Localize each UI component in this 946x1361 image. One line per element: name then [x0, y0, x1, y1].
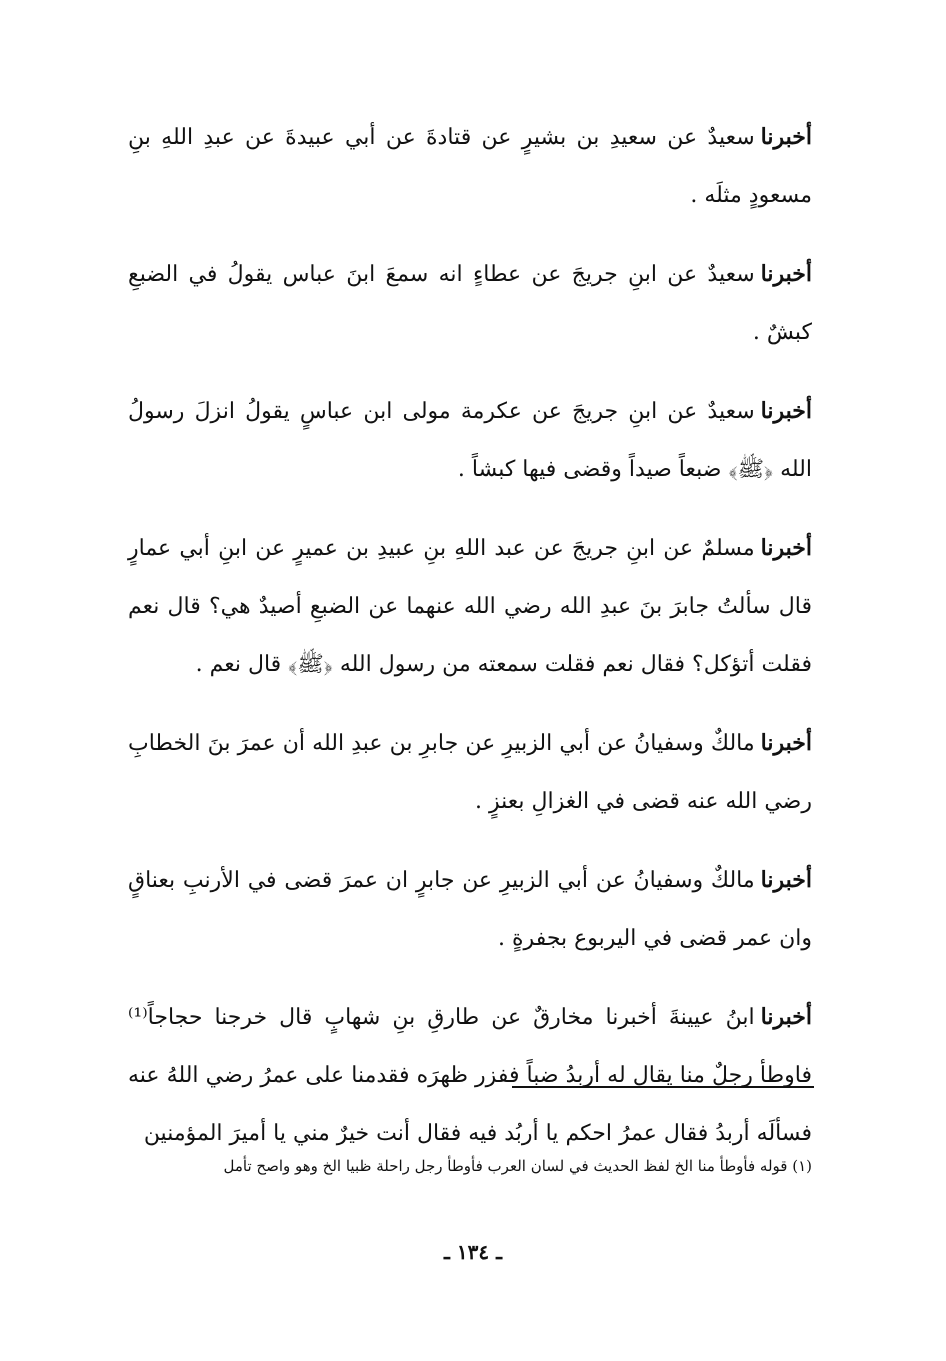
- paragraph-lead: أخبرنا: [760, 867, 812, 893]
- paragraph-text: سعيدٌ عن سعيدِ بن بشيرٍ عن قتادةَ عن أبي عبيدةَ عن عبدِ اللهِ بنِ مسعودٍ مثلَه .: [128, 125, 812, 208]
- paragraph-lead: أخبرنا: [760, 398, 812, 424]
- paragraph-text: مالكٌ وسفيانُ عن أبي الزبيرِ عن جابرٍ ان عمرَ قضى في الأرنبِ بعناقٍ وان عمر قضى في اليربوع بجفرةٍ .: [128, 868, 812, 951]
- paragraph-6: [128, 851, 812, 968]
- paragraph-1: [128, 108, 812, 225]
- paragraph-text: مسلمٌ عن ابنِ جريجَ عن عبد اللهِ بنِ عبيدِ بن عميرٍ عن ابنِ أبي عمارٍ قال سألتُ جابرَ بنَ عبدِ الله رضي الله عنهما عن الضبعِ أصيدٌ هي؟ قال نعم فقلت أتؤكل؟ فقال نعم فقلت سمعته من رسول الله ﴿ﷺ﴾ قال نعم .: [128, 536, 812, 677]
- paragraph-lead: أخبرنا: [760, 261, 812, 287]
- paragraph-text: سعيدٌ عن ابنِ جريجَ عن عطاءٍ انه سمعَ ابنَ عباس يقولُ في الضبعِ كبشٌ .: [128, 262, 812, 345]
- paragraph-2: [128, 245, 812, 362]
- main-text: [128, 108, 812, 1183]
- paragraph-lead: أخبرنا: [760, 1004, 812, 1030]
- paragraph-text: ابنُ عيينةَ أخبرنا مخارقٌ عن طارقِ بنِ شهابٍ قال خرجنا حجاجاً⁽¹⁾ فاوطأ رجلٌ منا يقال له أربدُ ضباً ففزر ظهرَه فقدمنا على عمرُ رضي اللهُ عنه فسألَه أربدُ فقال عمرُ احكم يا أربُد فيه فقال أنت خيرٌ مني يا أميرَ المؤمنين: [128, 1005, 812, 1146]
- paragraph-text: سعيدٌ عن ابنِ جريجَ عن عكرمة مولى ابن عباسٍ يقولُ انزلَ رسولُ الله ﴿ﷺ﴾ ضبعاً صيداً وقضى فيها كبشاً .: [128, 399, 812, 482]
- footnote: (١) قوله فأوطأ منا الخ لفظ الحديث في لسان العرب فأوطأ رجل راحلة ظبيا الخ وهو واصح تأمل: [223, 1157, 812, 1175]
- paragraph-5: [128, 714, 812, 831]
- page-number: ـ ١٣٤ ـ: [444, 1240, 502, 1264]
- footnote-divider: [512, 1086, 814, 1088]
- paragraph-4: [128, 519, 812, 694]
- paragraph-lead: أخبرنا: [760, 730, 812, 756]
- paragraph-lead: أخبرنا: [760, 535, 812, 561]
- paragraph-text: مالكٌ وسفيانُ عن أبي الزبيرِ عن جابرِ بن عبدِ الله أن عمرَ بنَ الخطابِ رضي الله عنه قضى في الغزالِ بعنزٍ .: [128, 731, 812, 814]
- paragraph-3: [128, 382, 812, 499]
- paragraph-lead: أخبرنا: [760, 124, 812, 150]
- paragraph-7: [128, 988, 812, 1163]
